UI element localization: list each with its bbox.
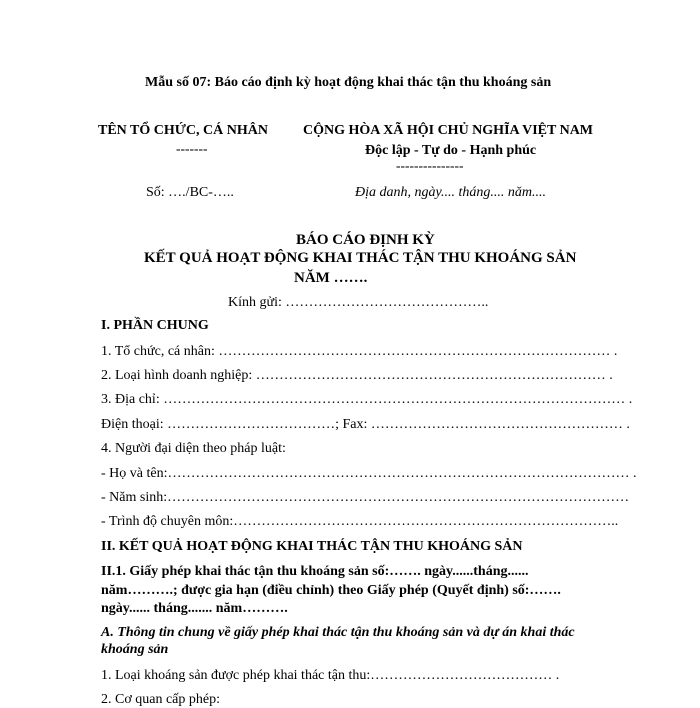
motto: Độc lập - Tự do - Hạnh phúc xyxy=(365,143,537,158)
doc-number: Số: …./BC-….. xyxy=(146,185,234,200)
report-year: NĂM ……. xyxy=(294,270,368,286)
recipient: Kính gửi: …………………………………….. xyxy=(228,295,489,310)
list-item: - Năm sinh:……………………………………………………………………………………… xyxy=(101,490,630,505)
license-line: năm……….; được gia hạn (điều chỉnh) theo Giấy phép (Quyết định) số:……. xyxy=(101,583,561,598)
license-line: II.1. Giấy phép khai thác tận thu khoáng sản số:……. ngày......tháng...... xyxy=(101,564,529,579)
list-item: 1. Loại khoáng sản được phép khai thác tận thu:………………………………… . xyxy=(101,668,560,683)
place-date: Địa danh, ngày.... tháng.... năm.... xyxy=(355,185,546,200)
report-subtitle: KẾT QUẢ HOẠT ĐỘNG KHAI THÁC TẬN THU KHOÁNG SẢN xyxy=(144,250,577,266)
list-item: 3. Địa chỉ: ……………………………………………………………………………………… . xyxy=(101,392,633,407)
country-name: CỘNG HÒA XÃ HỘI CHỦ NGHĨA VIỆT NAM xyxy=(303,123,594,138)
section1-heading: I. PHẦN CHUNG xyxy=(101,318,209,333)
org-dashes: ------- xyxy=(176,141,208,156)
motto-rule: --------------- xyxy=(396,158,464,173)
list-item: 2. Cơ quan cấp phép: xyxy=(101,692,220,707)
list-item: 4. Người đại diện theo pháp luật: xyxy=(101,441,286,456)
report-title: BÁO CÁO ĐỊNH KỲ xyxy=(296,232,435,248)
list-item: 1. Tổ chức, cá nhân: ………………………………………………………………………… . xyxy=(101,344,618,359)
org-name: TÊN TỔ CHỨC, CÁ NHÂN xyxy=(98,123,268,138)
list-item: - Họ và tên:……………………………………………………………………………………… . xyxy=(101,466,637,481)
subsection-a-heading: khoáng sản xyxy=(101,642,169,657)
license-line: ngày...... tháng....... năm………. xyxy=(101,601,288,616)
list-item: 2. Loại hình doanh nghiệp: ………………………………………………………………… . xyxy=(101,368,613,383)
section2-heading: II. KẾT QUẢ HOẠT ĐỘNG KHAI THÁC TẬN THU KHOÁNG SẢN xyxy=(101,539,523,554)
subsection-a-heading: A. Thông tin chung về giấy phép khai thác tận thu khoáng sản và dự án khai thác xyxy=(101,625,575,640)
list-item: Điện thoại: ………………………………; Fax: ……………………………………………… . xyxy=(101,417,630,432)
list-item: - Trình độ chuyên môn:……………………………………………………………………….. xyxy=(101,514,619,529)
form-title: Mẫu số 07: Báo cáo định kỳ hoạt động khai thác tận thu khoáng sản xyxy=(145,75,552,90)
